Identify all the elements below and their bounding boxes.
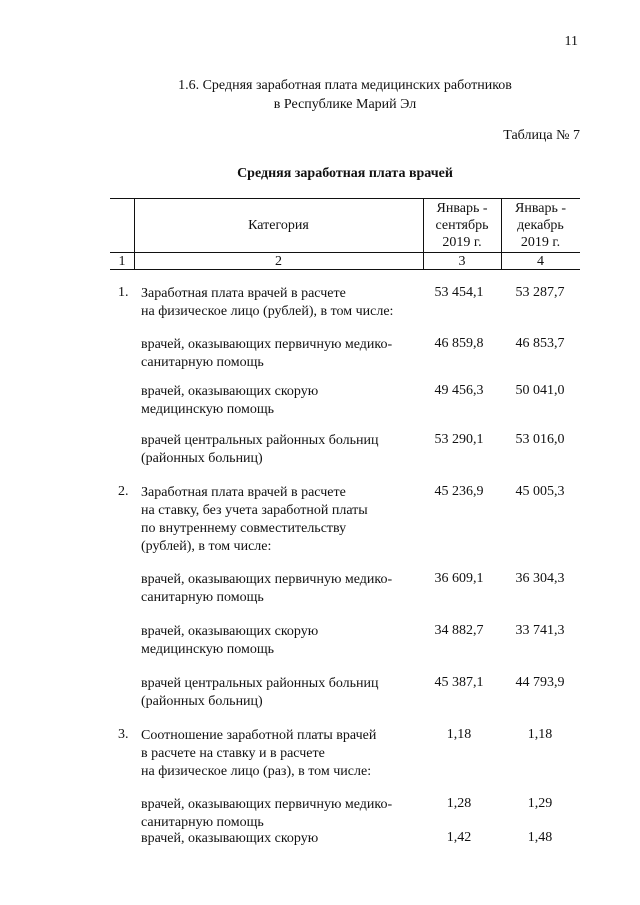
header-top-border: [110, 198, 580, 199]
row-description: врачей, оказывающих первичную медико- санитарную помощь: [141, 797, 393, 830]
row-description: врачей, оказывающих первичную медико- санитарную помощь: [141, 337, 393, 370]
row-description: врачей центральных районных больниц (районных больниц): [141, 433, 379, 466]
row-description: врачей, оказывающих скорую: [141, 831, 319, 846]
row-number: 2.: [118, 484, 129, 499]
row-number: 1.: [118, 285, 129, 300]
section-title-line-2: в Республике Марий Эл: [273, 97, 417, 112]
row-description: врачей, оказывающих первичную медико- санитарную помощь: [141, 572, 393, 605]
row-description: Соотношение заработной платы врачей в расчете на ставку и в расчете на физическое лицо (раз), в том числе:: [141, 728, 377, 779]
value-jan-dec: 45 005,3: [515, 484, 565, 499]
index-cell-3: 3: [458, 254, 466, 269]
value-jan-dec: 50 041,0: [515, 383, 565, 398]
header-col4: Январь - декабрь 2019 г.: [514, 201, 567, 250]
page-number: 11: [564, 34, 578, 49]
table-header: [110, 198, 580, 270]
value-jan-dec: 53 287,7: [515, 285, 565, 300]
value-jan-sep: 45 236,9: [434, 484, 484, 499]
value-jan-sep: 53 290,1: [434, 432, 484, 447]
section-title-line-1: 1.6. Средняя заработная плата медицинских работников: [178, 78, 512, 93]
row-description: врачей, оказывающих скорую медицинскую помощь: [141, 624, 319, 657]
value-jan-dec: 1,48: [527, 830, 553, 845]
value-jan-sep: 36 609,1: [434, 571, 484, 586]
row-description: врачей центральных районных больниц (районных больниц): [141, 676, 379, 709]
value-jan-dec: 44 793,9: [515, 675, 565, 690]
table-title: Средняя заработная плата врачей: [237, 166, 453, 181]
value-jan-sep: 53 454,1: [434, 285, 484, 300]
value-jan-sep: 45 387,1: [434, 675, 484, 690]
value-jan-dec: 33 741,3: [515, 623, 565, 638]
value-jan-dec: 1,29: [527, 796, 553, 811]
header-category: Категория: [248, 218, 309, 233]
header-col3: Январь - сентябрь 2019 г.: [435, 201, 489, 250]
value-jan-sep: 1,42: [446, 830, 472, 845]
value-jan-sep: 46 859,8: [434, 336, 484, 351]
value-jan-dec: 36 304,3: [515, 571, 565, 586]
row-description: Заработная плата врачей в расчете на ставку, без учета заработной платы по внутреннему совместительству (рублей), в том числе:: [141, 485, 368, 554]
section-title: [0, 76, 640, 114]
index-cell-2: 2: [275, 254, 282, 269]
index-cell-4: 4: [537, 254, 544, 269]
value-jan-sep: 34 882,7: [434, 623, 484, 638]
row-description: врачей, оказывающих скорую медицинскую помощь: [141, 384, 319, 417]
value-jan-dec: 53 016,0: [515, 432, 565, 447]
value-jan-sep: 1,28: [446, 796, 472, 811]
value-jan-dec: 46 853,7: [515, 336, 565, 351]
value-jan-sep: 49 456,3: [434, 383, 484, 398]
row-number: 3.: [118, 727, 129, 742]
row-description: Заработная плата врачей в расчете на физическое лицо (рублей), в том числе:: [141, 286, 394, 319]
table-number: Таблица № 7: [503, 128, 580, 143]
value-jan-sep: 1,18: [446, 727, 472, 742]
index-cell-1: 1: [118, 254, 126, 269]
value-jan-dec: 1,18: [527, 727, 553, 742]
